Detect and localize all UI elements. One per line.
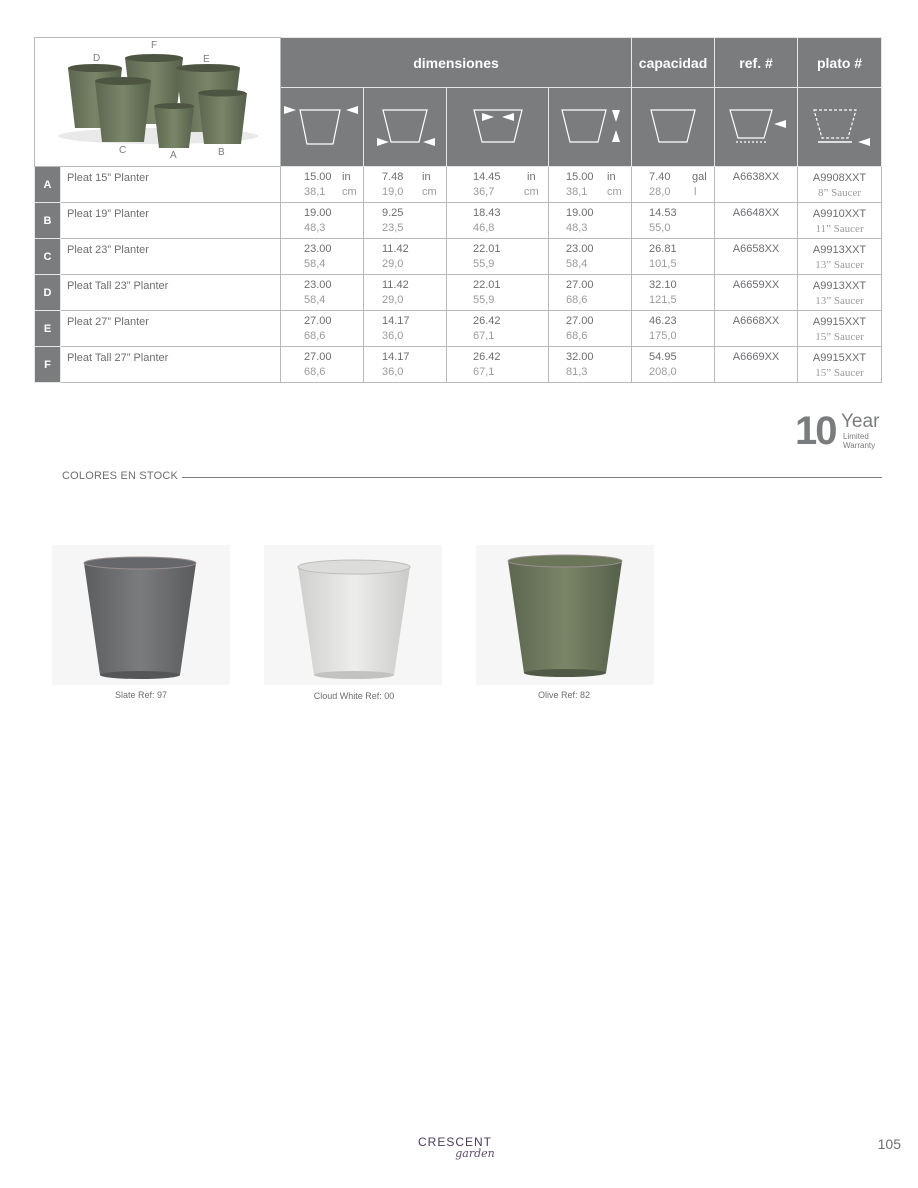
inner-diameter-value: 26.42 67,1 bbox=[447, 311, 549, 347]
stock-colors-title: COLORES EN STOCK bbox=[62, 470, 179, 482]
bottom-diameter-icon bbox=[364, 88, 447, 167]
saucer-icon bbox=[798, 88, 882, 167]
top-diameter-value: 27.00 68,6 bbox=[281, 311, 364, 347]
product-name: Pleat Tall 23” Planter bbox=[61, 275, 281, 311]
saucer-value: A9908XXT 8” Saucer bbox=[798, 167, 882, 203]
saucer-value: A9910XXT 11” Saucer bbox=[798, 203, 882, 239]
saucer-header: plato # bbox=[798, 38, 882, 88]
spec-table bbox=[34, 37, 882, 383]
ref-value: A6638XX bbox=[715, 167, 798, 203]
saucer-value: A9915XXT 15” Saucer bbox=[798, 347, 882, 383]
warranty-badge bbox=[795, 410, 885, 452]
product-name: Pleat 27” Planter bbox=[61, 311, 281, 347]
header-row bbox=[35, 38, 882, 88]
dimensions-header: dimensiones bbox=[281, 38, 632, 88]
photo-label-c: C bbox=[119, 145, 127, 156]
bottom-diameter-value: 9.25 23,5 bbox=[364, 203, 447, 239]
ref-icon bbox=[715, 88, 798, 167]
capacity-value: 7.40 28,0 gal l bbox=[632, 167, 715, 203]
photo-label-d: D bbox=[93, 53, 101, 64]
row-letter: F bbox=[35, 347, 61, 383]
height-value: 27.00 68,6 bbox=[549, 311, 632, 347]
capacity-value: 26.81 101,5 bbox=[632, 239, 715, 275]
top-diameter-value: 23.00 58,4 bbox=[281, 275, 364, 311]
color-swatch-cloud-white bbox=[264, 545, 442, 685]
photo-label-a: A bbox=[170, 150, 177, 161]
swatch-label-olive: Olive Ref: 82 bbox=[537, 690, 591, 700]
height-value: 15.00 38,1 in cm bbox=[549, 167, 632, 203]
bottom-diameter-value: 11.42 29,0 bbox=[364, 239, 447, 275]
color-swatch-slate bbox=[52, 545, 230, 685]
table-row bbox=[35, 347, 882, 383]
bottom-diameter-value: 7.48 19,0 in cm bbox=[364, 167, 447, 203]
brand-name: CRESCENT bbox=[417, 1135, 492, 1149]
saucer-value: A9913XXT 13” Saucer bbox=[798, 239, 882, 275]
top-diameter-value: 23.00 58,4 bbox=[281, 239, 364, 275]
table-row bbox=[35, 239, 882, 275]
inner-diameter-value: 22.01 55,9 bbox=[447, 239, 549, 275]
saucer-value: A9915XXT 15” Saucer bbox=[798, 311, 882, 347]
inner-diameter-value: 22.01 55,9 bbox=[447, 275, 549, 311]
inner-diameter-value: 26.42 67,1 bbox=[447, 347, 549, 383]
row-letter: E bbox=[35, 311, 61, 347]
capacity-value: 14.53 55,0 bbox=[632, 203, 715, 239]
product-name: Pleat 19” Planter bbox=[61, 203, 281, 239]
table-row bbox=[35, 275, 882, 311]
warranty-text: Limited Warranty bbox=[843, 432, 876, 450]
bottom-diameter-value: 14.17 36,0 bbox=[364, 347, 447, 383]
height-value: 27.00 68,6 bbox=[549, 275, 632, 311]
ref-value: A6658XX bbox=[715, 239, 798, 275]
product-name: Pleat Tall 27” Planter bbox=[61, 347, 281, 383]
table-row bbox=[35, 167, 882, 203]
product-name: Pleat 15” Planter bbox=[61, 167, 281, 203]
photo-label-f: F bbox=[151, 40, 158, 51]
inner-diameter-icon bbox=[447, 88, 549, 167]
product-photo-cell bbox=[35, 38, 281, 167]
photo-label-b: B bbox=[218, 147, 225, 158]
color-swatch-olive bbox=[476, 545, 654, 685]
ref-header: ref. # bbox=[715, 38, 798, 88]
table-row bbox=[35, 311, 882, 347]
bottom-diameter-value: 11.42 29,0 bbox=[364, 275, 447, 311]
capacity-value: 32.10 121,5 bbox=[632, 275, 715, 311]
row-letter: B bbox=[35, 203, 61, 239]
ref-value: A6669XX bbox=[715, 347, 798, 383]
inner-diameter-value: 14.45 36,7 in cm bbox=[447, 167, 549, 203]
planters-photo bbox=[35, 38, 281, 166]
bottom-diameter-value: 14.17 36,0 bbox=[364, 311, 447, 347]
product-name: Pleat 23” Planter bbox=[61, 239, 281, 275]
top-diameter-value: 27.00 68,6 bbox=[281, 347, 364, 383]
swatch-label-cloud-white: Cloud White Ref: 00 bbox=[313, 691, 395, 701]
top-diameter-icon bbox=[281, 88, 364, 167]
capacity-header: capacidad bbox=[632, 38, 715, 88]
ref-value: A6648XX bbox=[715, 203, 798, 239]
warranty-number: 10 bbox=[795, 409, 836, 453]
swatch-label-slate: Slate Ref: 97 bbox=[114, 690, 168, 700]
photo-label-e: E bbox=[203, 54, 210, 65]
crescent-garden-logo bbox=[390, 1135, 520, 1160]
row-letter: A bbox=[35, 167, 61, 203]
height-value: 23.00 58,4 bbox=[549, 239, 632, 275]
capacity-value: 46.23 175,0 bbox=[632, 311, 715, 347]
height-value: 32.00 81,3 bbox=[549, 347, 632, 383]
saucer-value: A9913XXT 13” Saucer bbox=[798, 275, 882, 311]
section-divider bbox=[182, 477, 882, 478]
page-number: 105 bbox=[877, 1136, 901, 1152]
top-diameter-value: 19.00 48,3 bbox=[281, 203, 364, 239]
ref-value: A6668XX bbox=[715, 311, 798, 347]
inner-diameter-value: 18.43 46,8 bbox=[447, 203, 549, 239]
top-diameter-value: 15.00 38,1 in cm bbox=[281, 167, 364, 203]
height-icon bbox=[549, 88, 632, 167]
warranty-year: Year bbox=[841, 411, 880, 432]
ref-value: A6659XX bbox=[715, 275, 798, 311]
brand-script: garden bbox=[455, 1147, 495, 1160]
capacity-icon bbox=[632, 88, 715, 167]
table-row bbox=[35, 203, 882, 239]
capacity-value: 54.95 208,0 bbox=[632, 347, 715, 383]
height-value: 19.00 48,3 bbox=[549, 203, 632, 239]
row-letter: D bbox=[35, 275, 61, 311]
row-letter: C bbox=[35, 239, 61, 275]
